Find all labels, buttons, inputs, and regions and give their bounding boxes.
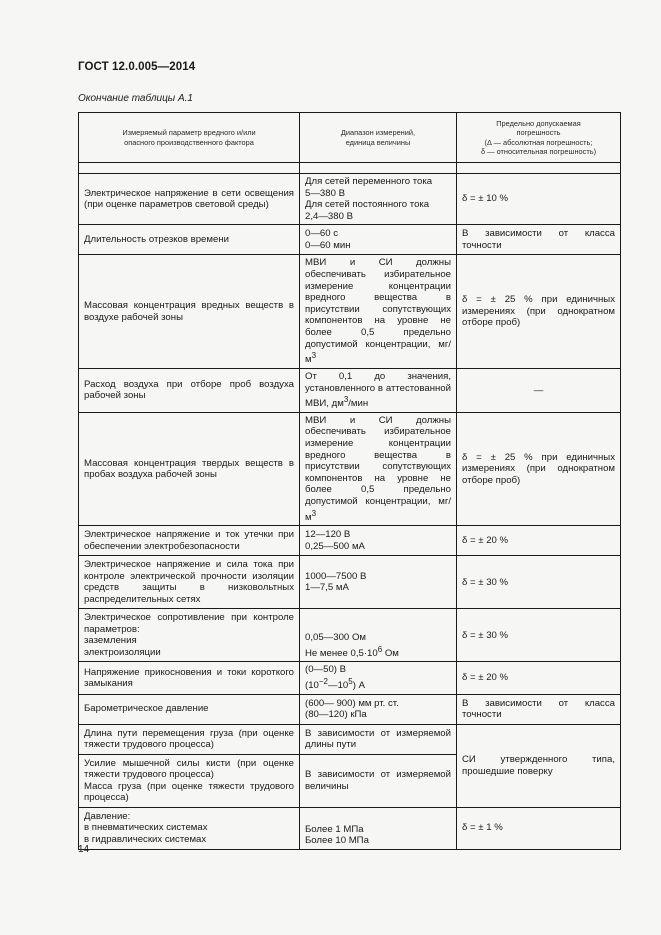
range-cell: 1000—7500 В 1—7,5 мА (300, 556, 457, 609)
param-cell: Электрическое напряжение и ток утечки при обеспечении электробезопасности (79, 526, 300, 556)
range-cell: 0,05—300 Ом Не менее $0,5\cdot 10^6$ Ом (300, 609, 457, 662)
table-header-row (79, 113, 621, 163)
header-spacer-row (79, 163, 621, 174)
page-number: 14 (78, 844, 90, 855)
param-cell: Напряжение прикосновения и токи короткого замыкания (79, 662, 300, 694)
column-header-range: Диапазон измерений, единица величины (300, 113, 457, 163)
param-cell: Расход воздуха при отборе проб воздуха рабочей зоны (79, 368, 300, 412)
error-cell: δ = ± 25 % при единичных измерениях (при однократном отборе проб) (457, 412, 621, 526)
range-cell: В зависимости от измеряемой длины пути (300, 724, 457, 754)
table-row (79, 662, 621, 694)
measurement-table (78, 112, 621, 850)
table-row (79, 225, 621, 255)
table-row (79, 255, 621, 369)
range-cell: В зависимости от измеряемой величины (300, 754, 457, 807)
param-cell: Давление: в пневматических системах в гидравлических системах (79, 807, 300, 849)
error-cell: δ = ± 1 % (457, 807, 621, 849)
error-cell: δ = ± 20 % (457, 526, 621, 556)
error-cell: СИ утвержденного типа, прошедшие поверку (457, 724, 621, 807)
param-cell: Массовая концентрация твердых веществ в пробах воздуха рабочей зоны (79, 412, 300, 526)
param-cell: Барометрическое давление (79, 694, 300, 724)
error-cell: δ = ± 25 % при единичных измерениях (при однократном отборе проб) (457, 255, 621, 369)
error-cell: δ = ± 30 % (457, 609, 621, 662)
table-caption: Окончание таблицы А.1 (78, 93, 193, 104)
param-cell: Электрическое напряжение и сила тока при контроле электрической прочности изоляции средств защиты в низковольтных распределительных сетях (79, 556, 300, 609)
range-cell: Более 1 МПа Более 10 МПа (300, 807, 457, 849)
table-row (79, 412, 621, 526)
table-row (79, 694, 621, 724)
param-cell: Длина пути перемещения груза (при оценке тяжести трудового процесса) (79, 724, 300, 754)
table-row (79, 526, 621, 556)
error-cell: В зависимости от класса точности (457, 225, 621, 255)
table-row (79, 724, 621, 754)
range-cell: 0—60 с 0—60 мин (300, 225, 457, 255)
column-header-param: Измеряемый параметр вредного и/или опасного производственного фактора (79, 113, 300, 163)
error-cell: δ = ± 30 % (457, 556, 621, 609)
document-title: ГОСТ 12.0.005—2014 (78, 61, 196, 73)
range-cell: Для сетей переменного тока 5—380 В Для сетей постоянного тока 2,4—380 В (300, 174, 457, 225)
param-cell: Усилие мышечной силы кисти (при оценке тяжести трудового процесса) Масса груза (при оценке тяжести трудового процесса) (79, 754, 300, 807)
range-cell: (0—50) В $(10^{-2}—10^5)$ А (300, 662, 457, 694)
range-cell: (600— 900) мм рт. ст. (80—120) кПа (300, 694, 457, 724)
range-cell: МВИ и СИ должны обеспечивать избирательное измерение концентрации вредного вещества в присутствии сопутствующих компонентов на уровне не более 0,5 предельно допустимой концентрации, $мг/м^3$ (300, 255, 457, 369)
table-row (79, 556, 621, 609)
table-row (79, 609, 621, 662)
param-cell: Электрическое сопротивление при контроле параметров: заземления электроизоляции (79, 609, 300, 662)
table-row (79, 807, 621, 849)
table-row (79, 368, 621, 412)
param-cell: Длительность отрезков времени (79, 225, 300, 255)
column-header-error: Предельно допускаемая погрешность (Δ — абсолютная погрешность; δ — относительная погрешность) (457, 113, 621, 163)
param-cell: Массовая концентрация вредных веществ в воздухе рабочей зоны (79, 255, 300, 369)
range-cell: 12—120 В 0,25—500 мА (300, 526, 457, 556)
error-cell: В зависимости от класса точности (457, 694, 621, 724)
range-cell: МВИ и СИ должны обеспечивать избирательное измерение концентрации вредного вещества в присутствии сопутствующих компонентов на уровне не более 0,5 предельно допустимой концентрации, $мг/м^3$ (300, 412, 457, 526)
range-cell: От 0,1 до значения, установленного в аттестованной МВИ, $дм^3$/мин (300, 368, 457, 412)
error-cell: δ = ± 10 % (457, 174, 621, 225)
error-cell: δ = ± 20 % (457, 662, 621, 694)
error-cell: — (457, 368, 621, 412)
param-cell: Электрическое напряжение в сети освещения (при оценке параметров световой среды) (79, 174, 300, 225)
table-row (79, 174, 621, 225)
